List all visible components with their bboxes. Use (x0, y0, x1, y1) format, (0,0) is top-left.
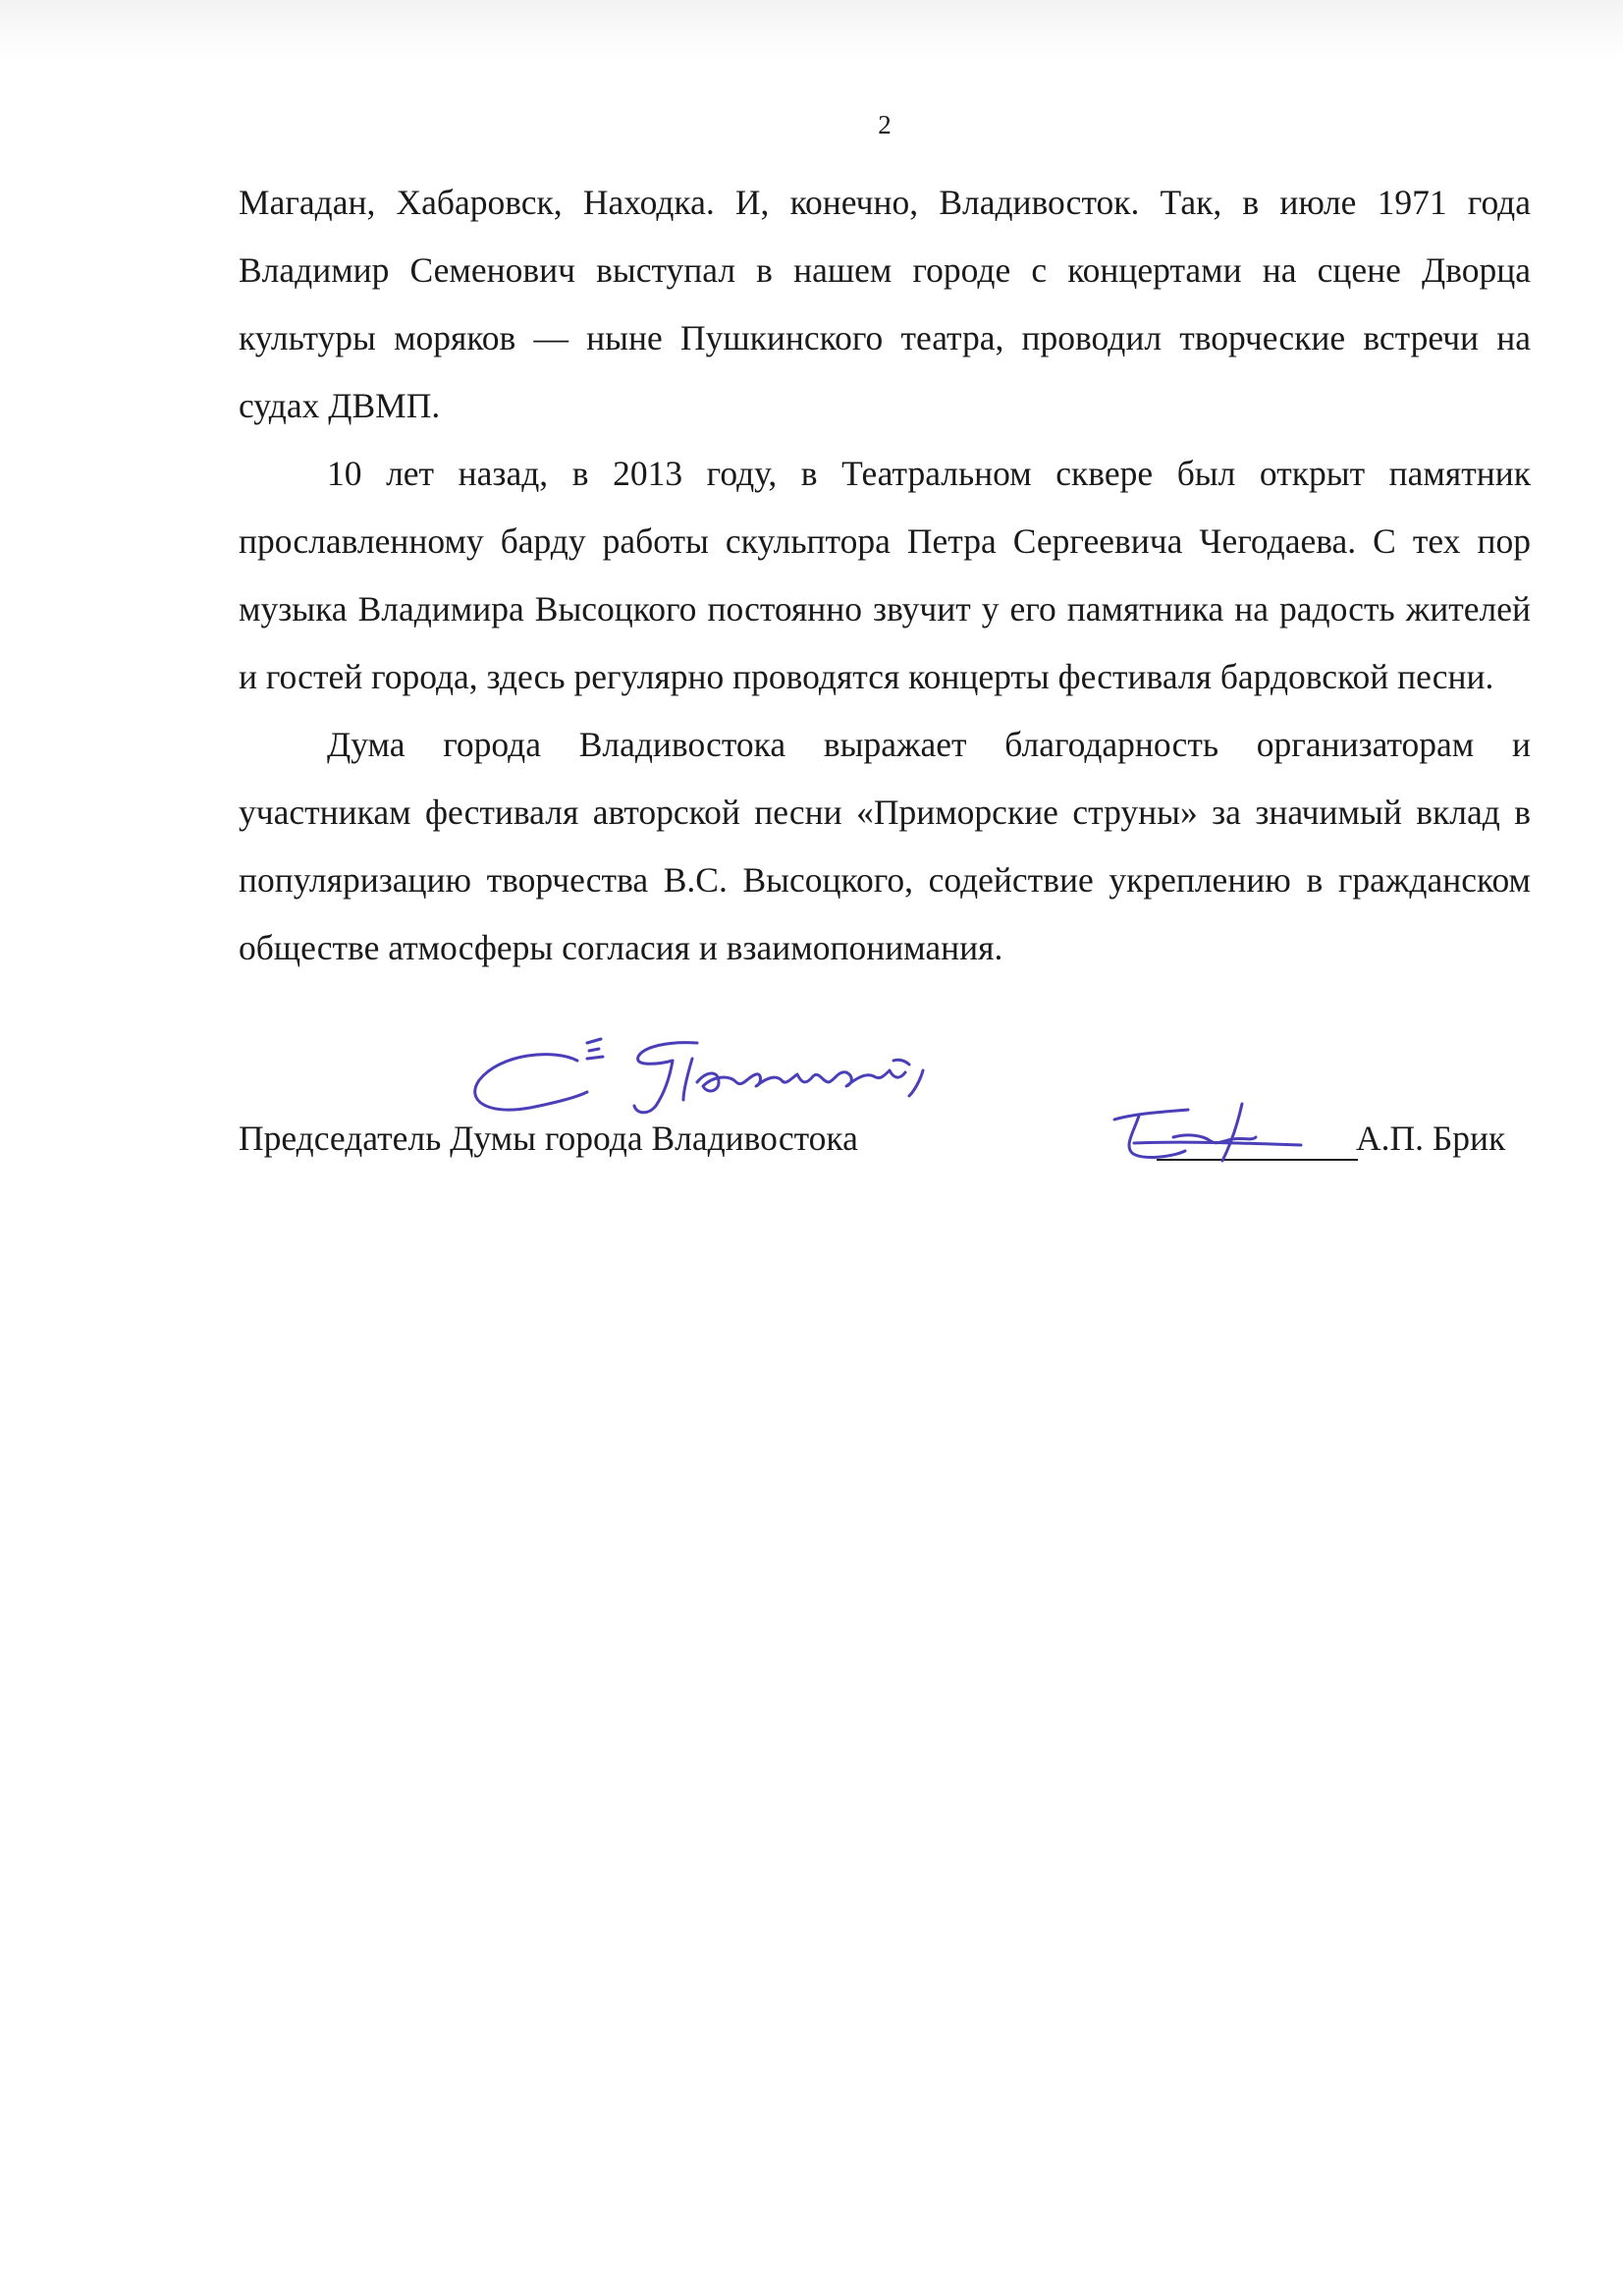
signatory-title: Председатель Думы города Владивостока (239, 1119, 858, 1158)
paragraph-1: Магадан, Хабаровск, Находка. И, конечно, Владивосток. Так, в июле 1971 года Владимир Семенович выступал в нашем городе с концертами на сцене Дворца культуры моряков — ныне Пушкинского театра, проводил творческие встречи на судах ДВМП. (239, 183, 1531, 425)
page-number: 2 (878, 110, 892, 139)
signature-block (239, 1118, 1531, 1186)
signatory-name: А.П. Брик (1356, 1119, 1506, 1158)
chairman-signature (1095, 1098, 1321, 1176)
paragraph-2: 10 лет назад, в 2013 году, в Театральном сквере был открыт памятник прославленному барду работы скульптора Петра Сергеевича Чегодаева. С тех пор музыка Владимира Высоцкого постоянно звучит у его памятника на радость жителей и гостей города, здесь регулярно проводятся концерты фестиваля бардовской песни. (239, 454, 1531, 696)
letter-body (239, 169, 1531, 982)
scan-shade (0, 0, 1623, 59)
handwritten-regards-signature (461, 1021, 1090, 1129)
paragraph-3: Дума города Владивостока выражает благодарность организаторам и участникам фестиваля авторской песни «Приморские струны» за значимый вклад в популяризацию творчества В.С. Высоцкого, содействие укреплению в гражданском обществе атмосферы согласия и взаимопонимания. (239, 725, 1531, 967)
